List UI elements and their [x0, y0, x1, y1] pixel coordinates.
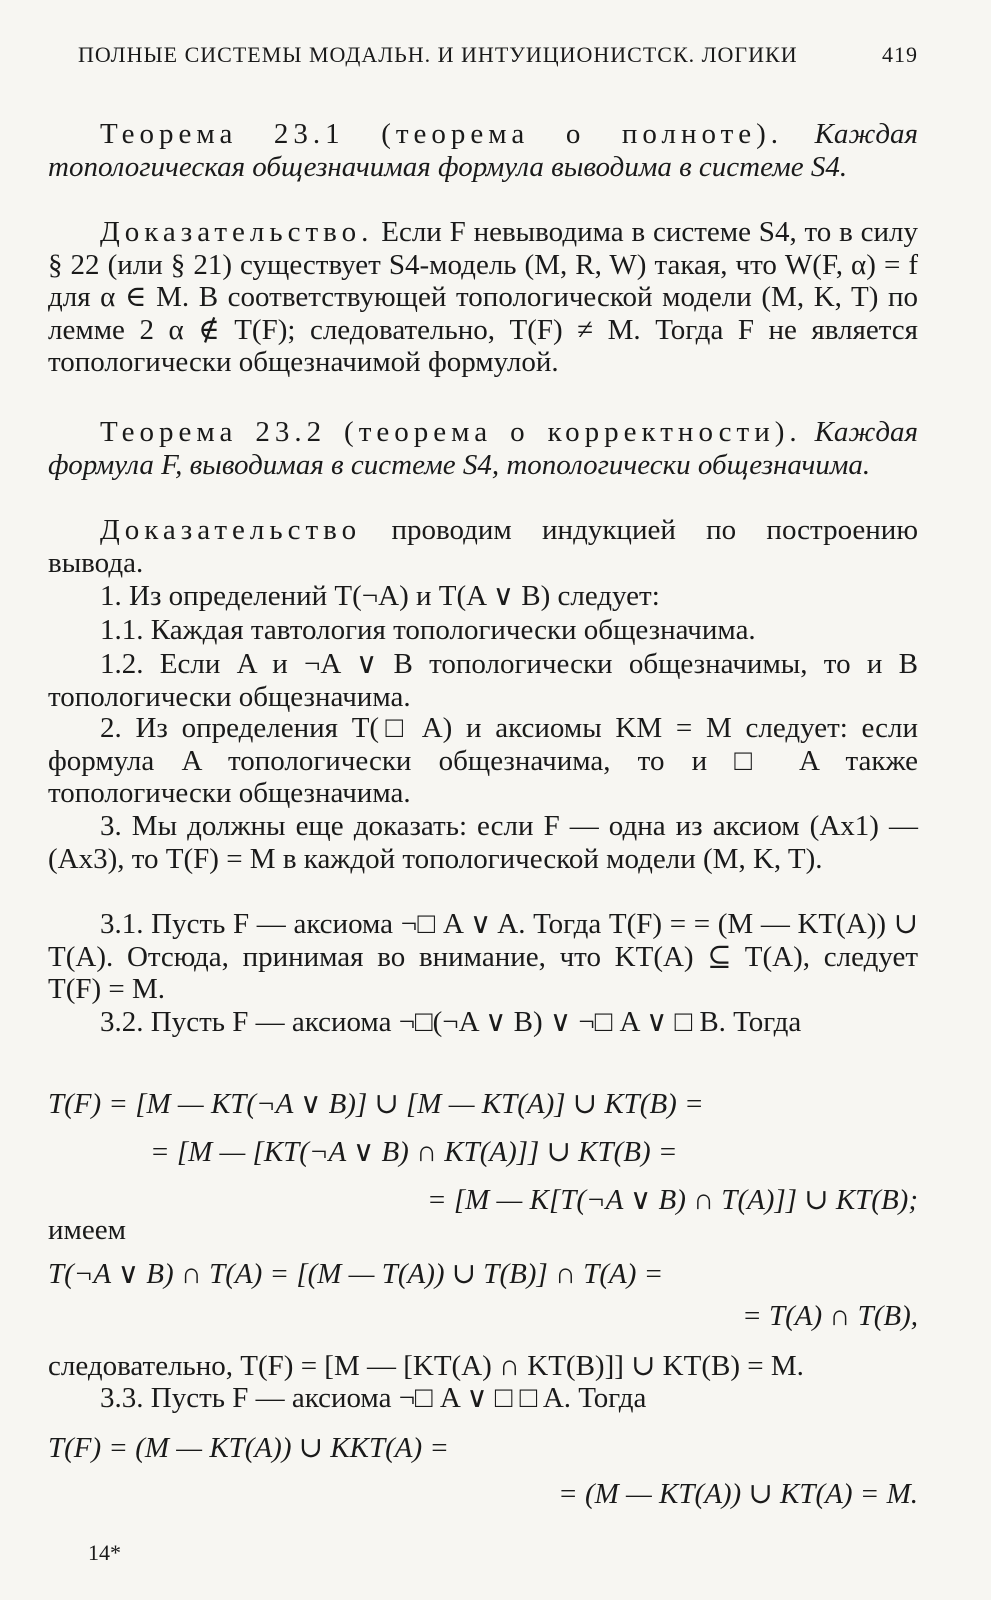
equation-1b: = [M — [KT(¬A ∨ B) ∩ KT(A)]] ∪ KT(B) =: [150, 1136, 678, 1168]
item-1: 1. Из определений T(¬A) и T(A ∨ B) следует:: [100, 580, 660, 612]
item-2: 2. Из определения T(□ A) и аксиомы KM = M следует: если формула A топологически общезначима, то и □ A также топологически общезначима.: [48, 712, 918, 810]
equation-4b: = (M — KT(A)) ∪ KT(A) = M.: [558, 1478, 918, 1510]
item-3: 3. Мы должны еще доказать: если F — одна из аксиом (Ax1) — (Ax3), то T(F) = M в каждой топологической модели (M, K, T).: [48, 810, 918, 875]
page-number: 419: [882, 42, 918, 67]
proof-23-1-text: Если F невыводима в системе S4, то в силу § 22 (или § 21) существует S4-модель (M, R, W) такая, что W(F, α) = f для α ∈ M. В соответствующей топологической модели (M, K, T) по лемме 2 α ∉ T(F); следовательно, T(F) ≠ M. Тогда F не является топологически общезначимой формулой.: [48, 216, 919, 379]
equation-1c: = [M — K[T(¬A ∨ B) ∩ T(A)]] ∪ KT(B);: [427, 1184, 918, 1216]
theorem-23-2-label: Теорема 23.2 (теорема о корректности).: [100, 416, 802, 448]
theorem-23-2: [48, 416, 918, 481]
item-3-2: 3.2. Пусть F — аксиома ¬□(¬A ∨ B) ∨ ¬□ A ∨ □ B. Тогда: [100, 1006, 802, 1038]
signature-mark: 14*: [88, 1540, 121, 1565]
item-3-3: 3.3. Пусть F — аксиома ¬□ A ∨ □ □ A. Тогда: [100, 1382, 647, 1414]
proof-23-1: [48, 216, 918, 379]
word-imeem: имеем: [48, 1214, 126, 1246]
theorem-23-1: [48, 118, 918, 183]
theorem-23-1-label: Теорема 23.1 (теорема о полноте).: [100, 118, 784, 150]
equation-2a: T(¬A ∨ B) ∩ T(A) = [(M — T(A)) ∪ T(B)] ∩ T(A) =: [48, 1258, 664, 1290]
proof-23-2-text: проводим индукцией по построению вывода.: [48, 514, 918, 579]
running-header: [78, 42, 918, 68]
proof-23-2: [48, 514, 918, 579]
item-3-1: 3.1. Пусть F — аксиома ¬□ A ∨ A. Тогда T(F) = = (M — KT(A)) ∪ T(A). Отсюда, принимая во внимание, что KT(A) ⊆ T(A), следует T(F) = M.: [48, 908, 918, 1006]
running-title: ПОЛНЫЕ СИСТЕМЫ МОДАЛЬН. И ИНТУИЦИОНИСТСК. ЛОГИКИ: [78, 42, 798, 67]
equation-2b: = T(A) ∩ T(B),: [742, 1300, 918, 1332]
equation-3: следовательно, T(F) = [M — [KT(A) ∩ KT(B)]] ∪ KT(B) = M.: [48, 1350, 804, 1382]
theorem-23-2-statement: Каждая формула F, выводимая в системе S4, топологически общезначима.: [48, 416, 919, 481]
theorem-23-1-statement: Каждая топологическая общезначимая формула выводима в системе S4.: [48, 118, 918, 183]
item-1-1: 1.1. Каждая тавтология топологически общезначима.: [100, 614, 756, 646]
item-1-2: 1.2. Если A и ¬A ∨ B топологически общезначимы, то и B топологически общезначима.: [48, 648, 918, 713]
proof-23-1-label: Доказательство.: [100, 216, 374, 248]
proof-23-2-label: Доказательство: [100, 514, 362, 546]
equation-1a: T(F) = [M — KT(¬A ∨ B)] ∪ [M — KT(A)] ∪ KT(B) =: [48, 1088, 704, 1120]
equation-4a: T(F) = (M — KT(A)) ∪ KKT(A) =: [48, 1432, 449, 1464]
